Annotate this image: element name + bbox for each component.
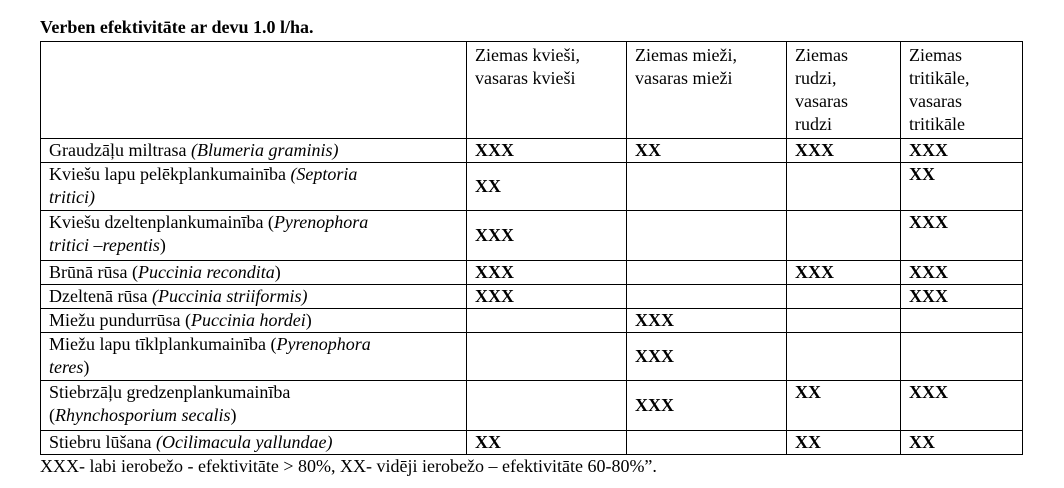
efficacy-cell: [901, 333, 1023, 381]
efficacy-cell: [787, 211, 901, 261]
efficacy-cell: XXX: [467, 211, 627, 261]
efficacy-cell: XXX: [627, 381, 787, 431]
table-row: [41, 211, 1023, 261]
table-row: [41, 261, 1023, 285]
efficacy-table: [40, 41, 1023, 455]
efficacy-cell: XXX: [901, 211, 1023, 261]
header-cell-barley: [627, 42, 787, 139]
header-row: [41, 42, 1023, 139]
header-line: tritikāle,: [909, 68, 970, 88]
efficacy-cell: XXX: [467, 139, 627, 163]
disease-name-text: (: [49, 405, 55, 425]
efficacy-cell: XXX: [901, 261, 1023, 285]
header-cell-rye: [787, 42, 901, 139]
header-line: vasaras mieži: [635, 68, 733, 88]
efficacy-cell: XXX: [627, 309, 787, 333]
table-row: [41, 163, 1023, 211]
efficacy-cell: XXX: [787, 139, 901, 163]
table-row: [41, 309, 1023, 333]
efficacy-cell: [787, 285, 901, 309]
legend-note: XXX- labi ierobežo - efektivitāte > 80%, XX- vidēji ierobežo – efektivitāte 60-80%”.: [40, 456, 657, 476]
efficacy-cell: XXX: [901, 285, 1023, 309]
table-row: [41, 431, 1023, 455]
latin-name-text: Puccinia hordei: [190, 310, 306, 330]
efficacy-cell: [627, 285, 787, 309]
header-line: vasaras: [909, 91, 962, 111]
header-line: rudzi: [795, 114, 832, 134]
efficacy-cell: [467, 381, 627, 431]
efficacy-cell: XXX: [787, 261, 901, 285]
table-row: [41, 333, 1023, 381]
efficacy-cell: XXX: [467, 261, 627, 285]
disease-name-text: ): [83, 357, 90, 377]
header-cell-disease: [41, 42, 467, 139]
disease-name-cell: [41, 381, 467, 431]
header-line: Ziemas: [909, 45, 962, 65]
efficacy-cell: XX: [627, 139, 787, 163]
header-line: rudzi,: [795, 68, 837, 88]
header-line: vasaras: [795, 91, 848, 111]
latin-name-text: (Blumeria graminis): [190, 140, 339, 160]
disease-name-cell: [41, 261, 467, 285]
efficacy-cell: XX: [787, 431, 901, 455]
disease-name-cell: [41, 333, 467, 381]
latin-name-text: Puccinia recondita: [137, 262, 275, 282]
header-line: tritikāle: [909, 114, 965, 134]
table-row: [41, 381, 1023, 431]
table-title: Verben efektivitāte ar devu 1.0 l/ha.: [40, 17, 314, 37]
header-line: Ziemas mieži,: [635, 45, 737, 65]
disease-name-text: ): [230, 405, 237, 425]
table-row: [41, 285, 1023, 309]
efficacy-cell: XXX: [627, 333, 787, 381]
table-row: [41, 139, 1023, 163]
efficacy-cell: XXX: [467, 285, 627, 309]
disease-name-text: Dzeltenā rūsa: [49, 286, 152, 306]
latin-name-text: (Septoria: [290, 164, 358, 184]
latin-name-text: tritici): [49, 187, 95, 207]
latin-name-text: Rhynchosporium secalis: [55, 405, 231, 425]
efficacy-cell: [627, 211, 787, 261]
header-cell-triticale: [901, 42, 1023, 139]
disease-name-cell: [41, 285, 467, 309]
disease-name-cell: [41, 163, 467, 211]
efficacy-cell: XX: [467, 163, 627, 211]
disease-name-text: Miežu pundurrūsa (: [49, 310, 191, 330]
efficacy-cell: XXX: [901, 381, 1023, 431]
disease-name-cell: [41, 139, 467, 163]
efficacy-cell: XX: [467, 431, 627, 455]
disease-name-text: Stiebru lūšana: [49, 432, 156, 452]
efficacy-cell: [627, 163, 787, 211]
disease-name-text: ): [159, 235, 166, 255]
disease-name-cell: [41, 431, 467, 455]
header-cell-wheat: [467, 42, 627, 139]
efficacy-cell: XX: [901, 431, 1023, 455]
efficacy-cell: [467, 309, 627, 333]
header-line: Ziemas: [795, 45, 848, 65]
header-line: Ziemas kvieši,: [475, 45, 580, 65]
disease-name-text: ): [274, 262, 281, 282]
disease-name-cell: [41, 309, 467, 333]
table-body: [41, 139, 1023, 455]
disease-name-text: Miežu lapu tīklplankumainība (: [49, 334, 277, 354]
efficacy-cell: [787, 163, 901, 211]
efficacy-cell: [467, 333, 627, 381]
disease-name-text: Stiebrzāļu gredzenplankumainība: [49, 382, 291, 402]
efficacy-cell: XX: [901, 163, 1023, 211]
disease-name-cell: [41, 211, 467, 261]
efficacy-cell: [901, 309, 1023, 333]
latin-name-text: Pyrenophora: [276, 334, 371, 354]
disease-name-text: Brūnā rūsa (: [49, 262, 138, 282]
latin-name-text: Pyrenophora: [273, 212, 369, 232]
latin-name-text: (Puccinia striiformis): [151, 286, 308, 306]
disease-name-text: Graudzāļu miltrasa: [49, 140, 191, 160]
latin-name-text: (Ocilimacula yallundae): [155, 432, 333, 452]
latin-name-text: tritici –repentis: [49, 235, 160, 255]
efficacy-cell: [627, 431, 787, 455]
efficacy-cell: [787, 333, 901, 381]
disease-name-text: Kviešu lapu pelēkplankumainība: [49, 164, 291, 184]
efficacy-cell: [627, 261, 787, 285]
disease-name-text: Kviešu dzeltenplankumainība (: [49, 212, 274, 232]
latin-name-text: teres: [49, 357, 84, 377]
efficacy-cell: XXX: [901, 139, 1023, 163]
disease-name-text: ): [305, 310, 312, 330]
efficacy-cell: [787, 309, 901, 333]
header-line: vasaras kvieši: [475, 68, 576, 88]
efficacy-cell: XX: [787, 381, 901, 431]
